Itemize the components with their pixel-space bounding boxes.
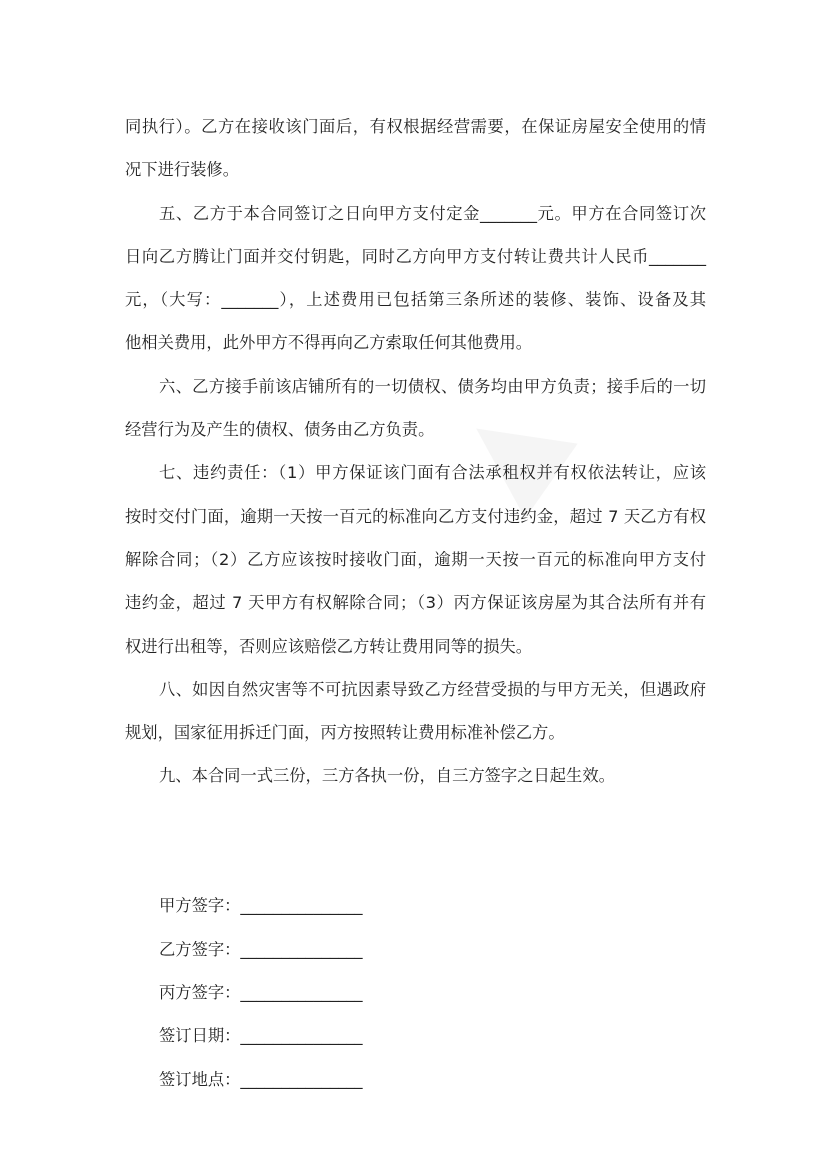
paragraph-line: 权进行出租等，否则应该赔偿乙方转让费用同等的损失。 xyxy=(125,636,533,656)
signature-label: 丙方签字： xyxy=(159,982,241,1002)
paragraph-line: 九、本合同一式三份，三方各执一份，自三方签字之日起生效。 xyxy=(159,766,615,786)
signature-blank: _______________ xyxy=(240,896,363,916)
paragraph-line: 五、乙方于本合同签订之日向甲方支付定金_______元。甲方在合同签订次 xyxy=(159,203,706,223)
signature-line xyxy=(125,891,706,934)
signature-label: 签订日期： xyxy=(159,1026,241,1046)
paragraph-line: 七、违约责任：（1）甲方保证该门面有合法承租权并有权依法转让，应该 xyxy=(159,463,706,483)
paragraph-line: 六、乙方接手前该店铺所有的一切债权、债务均由甲方负责；接手后的一切 xyxy=(159,376,706,396)
paragraph-line: 八、如因自然灾害等不可抗因素导致乙方经营受损的与甲方无关，但遇政府 xyxy=(159,679,706,699)
paragraph-line: 况下进行装修。 xyxy=(125,160,239,180)
paragraph-line: 违约金，超过 7 天甲方有权解除合同；（3）丙方保证该房屋为其合法所有并有 xyxy=(125,593,706,613)
paragraph-line: 按时交付门面，逾期一天按一百元的标准向乙方支付违约金，超过 7 天乙方有权 xyxy=(125,506,706,526)
signature-line xyxy=(125,1021,706,1064)
spacer xyxy=(125,848,706,891)
signature-label: 甲方签字： xyxy=(159,896,241,916)
signature-blank: _______________ xyxy=(240,1069,363,1089)
signature-label: 乙方签字： xyxy=(159,939,241,959)
paragraph-line: 规划，国家征用拆迁门面，丙方按照转让费用标准补偿乙方。 xyxy=(125,723,565,743)
paragraph-line: 他相关费用，此外甲方不得再向乙方索取任何其他费用。 xyxy=(125,333,533,353)
paragraph-line: 经营行为及产生的债权、债务由乙方负责。 xyxy=(125,420,435,440)
paragraph-line: 解除合同；（2）乙方应该按时接收门面，逾期一天按一百元的标准向甲方支付 xyxy=(125,549,706,569)
paragraph-line: 同执行）。乙方在接收该门面后，有权根据经营需要，在保证房屋安全使用的情 xyxy=(125,117,706,136)
signature-blank: _______________ xyxy=(240,1026,363,1046)
signature-line xyxy=(125,935,706,978)
signature-blank: _______________ xyxy=(240,939,363,959)
signature-line xyxy=(125,978,706,1021)
signature-line xyxy=(125,1065,706,1108)
signature-label: 签订地点： xyxy=(159,1069,241,1089)
paragraph-line: 元，（大写：_______），上述费用已包括第三条所述的装修、装饰、设备及其 xyxy=(125,290,706,310)
paragraph-line: 日向乙方腾让门面并交付钥匙，同时乙方向甲方支付转让费共计人民币_______ xyxy=(125,246,706,266)
signature-blank: _______________ xyxy=(240,982,363,1002)
document-page xyxy=(125,112,706,1108)
spacer xyxy=(125,805,706,848)
